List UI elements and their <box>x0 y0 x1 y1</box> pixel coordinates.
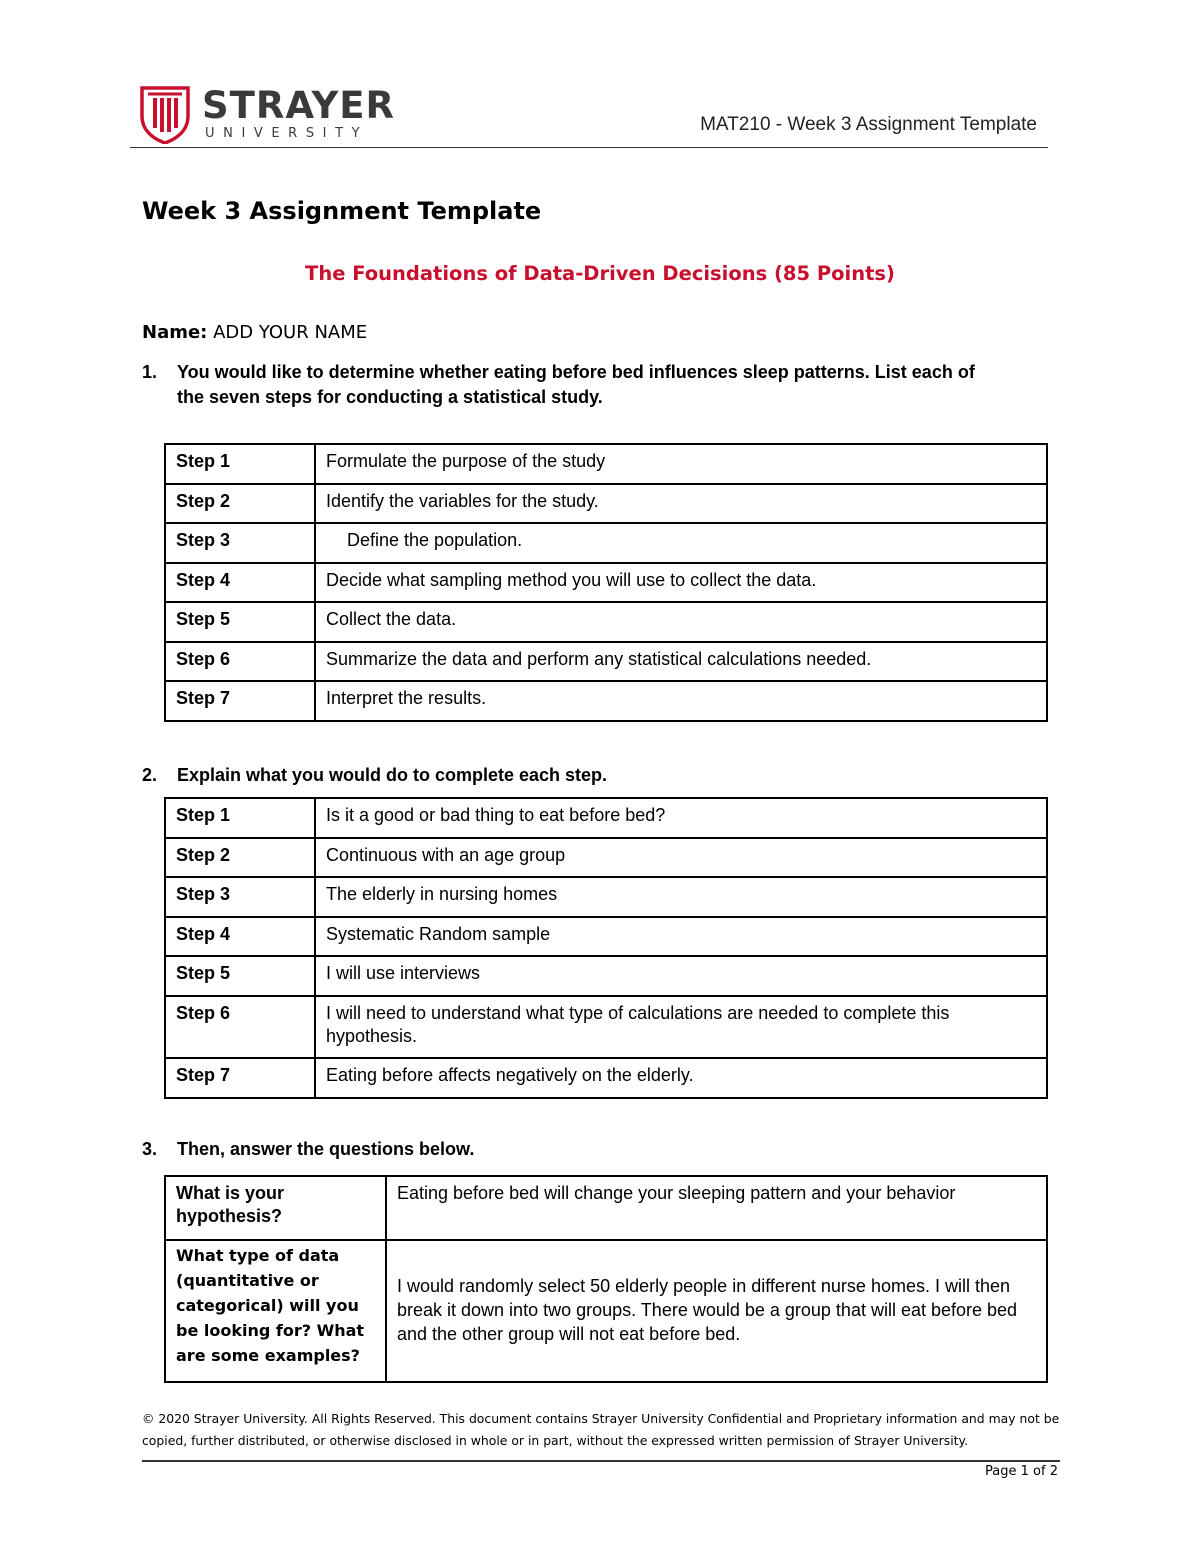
step-text: I will use interviews <box>315 956 1047 996</box>
step-label: Step 2 <box>165 838 315 877</box>
step-text: Define the population. <box>315 523 1047 563</box>
step-text: Is it a good or bad thing to eat before bed? <box>315 798 1047 838</box>
step-label: Step 6 <box>165 642 315 681</box>
step-text: Continuous with an age group <box>315 838 1047 877</box>
step-text: Systematic Random sample <box>315 917 1047 956</box>
step-label: Step 7 <box>165 1058 315 1098</box>
brand-name: STRAYER <box>202 84 396 127</box>
answer-cell: Eating before bed will change your sleeping pattern and your behavior <box>386 1176 1047 1240</box>
table-row <box>165 563 1047 602</box>
table-row <box>165 1176 1047 1240</box>
question-1 <box>142 360 1062 412</box>
question-number: 2. <box>142 765 158 785</box>
table-row <box>165 523 1047 563</box>
strayer-logo <box>140 84 396 146</box>
table-row <box>165 798 1047 838</box>
name-label: Name: <box>142 322 208 343</box>
header-divider <box>130 147 1048 148</box>
footer-divider <box>142 1460 1060 1462</box>
table-row <box>165 1058 1047 1098</box>
table-row <box>165 602 1047 642</box>
step-text: The elderly in nursing homes <box>315 877 1047 917</box>
step-label: Step 6 <box>165 996 315 1058</box>
table-row <box>165 484 1047 523</box>
table-row <box>165 681 1047 721</box>
question-cell: What is your hypothesis? <box>165 1176 386 1240</box>
table-row <box>165 996 1047 1058</box>
footer-copyright: © 2020 Strayer University. All Rights Reserved. This document contains Strayer University Confidential and Proprietary information and may not be copied, further distributed, or otherwise disclosed in whole or in part, without the expressed written permission of Strayer University. <box>142 1411 1060 1448</box>
step-label: Step 1 <box>165 798 315 838</box>
table-row <box>165 838 1047 877</box>
header-doc-label: MAT210 - Week 3 Assignment Template <box>700 114 1037 135</box>
hypothesis-table <box>164 1175 1048 1383</box>
step-text: Eating before affects negatively on the elderly. <box>315 1058 1047 1098</box>
page-subtitle: The Foundations of Data-Driven Decisions (85 Points) <box>305 262 895 285</box>
table-row <box>165 877 1047 917</box>
step-text: I will need to understand what type of calculations are needed to complete this hypothesis. <box>315 996 1047 1058</box>
question-3 <box>142 1137 1062 1163</box>
table-row <box>165 917 1047 956</box>
question-number: 3. <box>142 1139 158 1159</box>
step-label: Step 2 <box>165 484 315 523</box>
table-row <box>165 1240 1047 1382</box>
page-title: Week 3 Assignment Template <box>142 197 542 225</box>
page-number: Page 1 of 2 <box>985 1464 1058 1479</box>
question-text-line-1: Then, answer the questions below. <box>177 1139 475 1159</box>
question-cell: What type of data (quantitative or categorical) will you be looking for? What are some examples? <box>165 1240 386 1382</box>
step-text: Interpret the results. <box>315 681 1047 721</box>
answer-cell: I would randomly select 50 elderly people in different nurse homes. I will then break it down into two groups. There would be a group that will eat before bed and the other group will not eat before bed. <box>386 1240 1047 1382</box>
table-row <box>165 642 1047 681</box>
table-row <box>165 444 1047 484</box>
step-label: Step 5 <box>165 956 315 996</box>
step-label: Step 4 <box>165 917 315 956</box>
name-value: ADD YOUR NAME <box>213 322 368 343</box>
explain-steps-table <box>164 797 1048 1099</box>
name-line <box>142 322 367 343</box>
step-label: Step 1 <box>165 444 315 484</box>
step-label: Step 7 <box>165 681 315 721</box>
brand-subtitle: UNIVERSITY <box>205 126 369 141</box>
step-text: Formulate the purpose of the study <box>315 444 1047 484</box>
question-2 <box>142 763 1062 789</box>
question-text-line-1: You would like to determine whether eating before bed influences sleep patterns. List each of <box>177 362 975 382</box>
table-row <box>165 956 1047 996</box>
question-text-line-2: the seven steps for conducting a statistical study. <box>177 387 603 407</box>
step-text: Identify the variables for the study. <box>315 484 1047 523</box>
step-label: Step 5 <box>165 602 315 642</box>
step-label: Step 3 <box>165 877 315 917</box>
steps-table <box>164 443 1048 722</box>
step-text: Decide what sampling method you will use to collect the data. <box>315 563 1047 602</box>
step-label: Step 3 <box>165 523 315 563</box>
strayer-crest-icon <box>140 86 190 144</box>
step-label: Step 4 <box>165 563 315 602</box>
step-text: Summarize the data and perform any statistical calculations needed. <box>315 642 1047 681</box>
step-text: Collect the data. <box>315 602 1047 642</box>
question-text-line-1: Explain what you would do to complete each step. <box>177 765 608 785</box>
question-number: 1. <box>142 362 158 382</box>
